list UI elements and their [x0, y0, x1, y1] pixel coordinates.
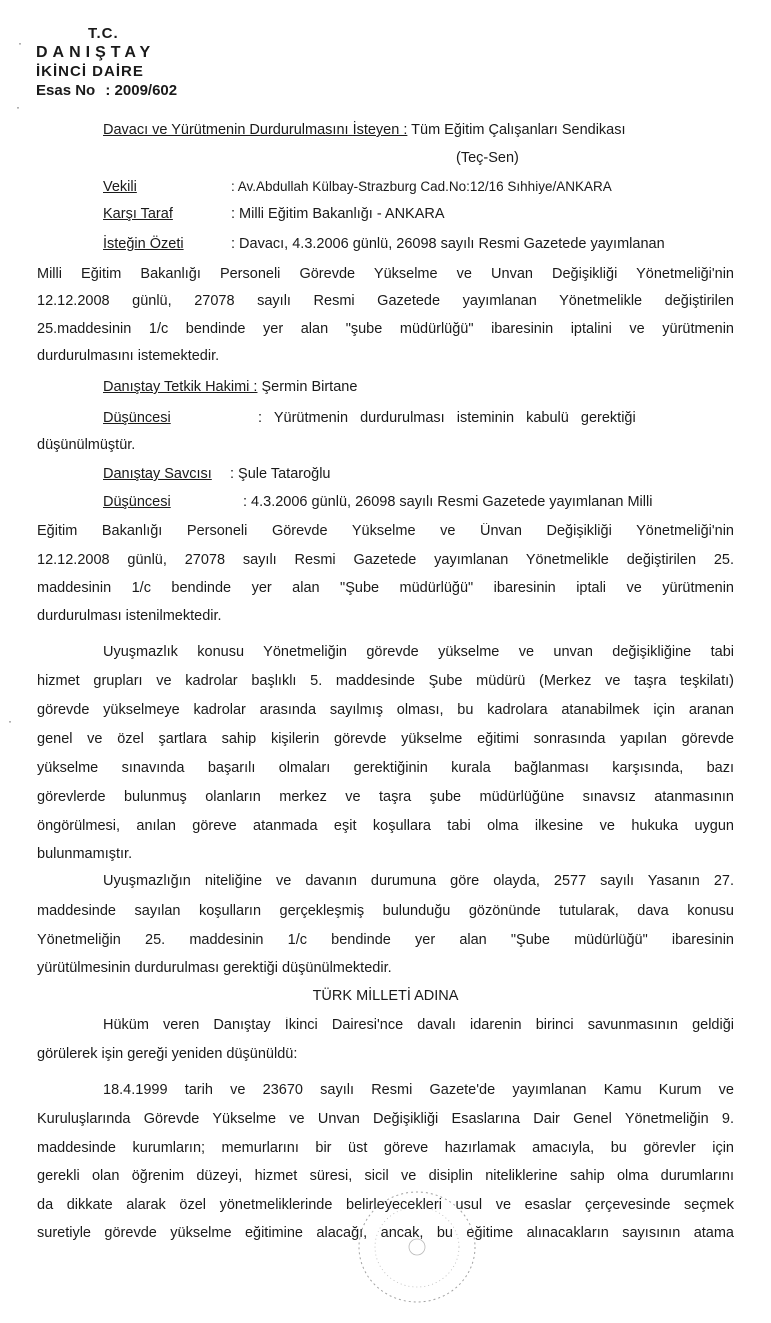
- header-department: İKİNCİ DAİRE: [36, 63, 144, 80]
- scan-mark: ·: [8, 714, 12, 728]
- savci-row: [103, 466, 331, 482]
- section-heading: TÜRK MİLLETİ ADINA: [312, 988, 459, 1004]
- official-stamp: [352, 1185, 482, 1310]
- esas-label: Esas No: [36, 82, 96, 99]
- header-court: DANIŞTAY: [36, 44, 156, 61]
- savci-dusuncesi-label: Düşüncesi: [103, 494, 171, 510]
- header-esas: [36, 81, 177, 100]
- istegin-ozeti-value: : Davacı, 4.3.2006 günlü, 26098 sayılı Resmi Gazetede yayımlanan: [231, 236, 665, 252]
- istegin-line: 25.maddesinin 1/c bendinde yer alan "şube müdürlüğü" ibaresinin iptalini ve yürütmenin: [37, 321, 734, 337]
- savci-line: maddesinin 1/c bendinde yer alan "Şube müdürlüğü" ibaresinin iptali ve yürütmenin: [37, 580, 734, 596]
- davaci-row: [103, 122, 626, 138]
- para1-line: öngörülmesi, anılan göreve atanmada eşit koşullara tabi olma ilkesine ve hukuka uygun: [37, 818, 734, 834]
- savci-line: Eğitim Bakanlığı Personeli Görevde Yükselme ve Ünvan Değişikliği Yönetmeliği'nin: [37, 523, 734, 539]
- para4-line: da dikkate alarak özel yönetmeliklerinde belirleyecekleri usul ve esaslar çerçevesinde seçmek: [37, 1197, 734, 1213]
- para1-line: bulunmamıştır.: [37, 846, 133, 862]
- tetkik-dusuncesi-value: : Yürütmenin durdurulması isteminin kabulü gerektiği: [258, 410, 636, 426]
- istegin-ozeti-row: [103, 236, 665, 252]
- para1-line: Uyuşmazlık konusu Yönetmeliğin görevde yükselme ve unvan değişikliğine tabi: [103, 644, 734, 660]
- savci-value: : Şule Tataroğlu: [230, 466, 331, 482]
- tetkik-hakimi-value: Şermin Birtane: [261, 379, 358, 395]
- para3-line: Hüküm veren Danıştay İkinci Dairesi'nce davalı idarenin birinci savunmasının geldiği: [103, 1017, 734, 1033]
- para4-line: Kuruluşlarında Görevde Yükselme ve Unvan Değişikliği Esaslarına Dair Genel Yönetmeliğin 9.: [37, 1111, 734, 1127]
- savci-label: Danıştay Savcısı: [103, 466, 212, 482]
- savci-line: durdurulması istenilmektedir.: [37, 608, 222, 624]
- para4-line: 18.4.1999 tarih ve 23670 sayılı Resmi Gazete'de yayımlanan Kamu Kurum ve: [103, 1082, 734, 1098]
- vekili-label: Vekili: [103, 179, 137, 195]
- karsi-taraf-row: [103, 206, 445, 222]
- para1-line: yükselme sınavında başarılı olmaları gerektiğinin kurala bağlanması karşısında, bazı: [37, 760, 734, 776]
- para2-line: yürütülmesinin durdurulması gerektiği düşünülmektedir.: [37, 960, 392, 976]
- scan-mark: ·: [18, 36, 22, 50]
- karsi-taraf-label: Karşı Taraf: [103, 206, 173, 222]
- savci-line: 12.12.2008 günlü, 27078 sayılı Resmi Gazetede yayımlanan Yönetmelikle değiştirilen 25.: [37, 552, 734, 568]
- tetkik-dusuncesi-row: [103, 410, 734, 426]
- para3-line: görülerek işin gereği yeniden düşünüldü:: [37, 1046, 298, 1062]
- para1-line: görevlerde bulunmuş olanların merkez ve taşra şube müdürlüğüne sınavsız atanmasının: [37, 789, 734, 805]
- esas-value: : 2009/602: [105, 82, 178, 99]
- para1-line: görevde yükselmeye kadrolar arasında sayılmış olması, bu kadrolara atanabilmek için aranan: [37, 702, 734, 718]
- para2-line: Uyuşmazlığın niteliğine ve davanın durumuna göre olayda, 2577 sayılı Yasanın 27.: [103, 873, 734, 889]
- tetkik-hakimi-label: Danıştay Tetkik Hakimi :: [103, 379, 258, 395]
- istegin-line: 12.12.2008 günlü, 27078 sayılı Resmi Gazetede yayımlanan Yönetmelikle değiştirilen: [37, 293, 734, 309]
- istegin-line: durdurulmasını istemektedir.: [37, 348, 220, 364]
- tetkik-dusuncesi-line2: düşünülmüştür.: [37, 437, 136, 453]
- para2-line: Yönetmeliğin 25. maddesinin 1/c bendinde yer alan "Şube müdürlüğü" ibaresinin: [37, 932, 734, 948]
- document-header: [36, 24, 177, 100]
- vekili-value: : Av.Abdullah Külbay-Strazburg Cad.No:12/16 Sıhhiye/ANKARA: [231, 179, 612, 194]
- istegin-line: Milli Eğitim Bakanlığı Personeli Görevde Yükselme ve Unvan Değişikliği Yönetmeliği'nin: [37, 266, 734, 282]
- davaci-value-line2: (Teç-Sen): [456, 150, 519, 166]
- para1-line: hizmet grupları ve kadrolar başlıklı 5. maddesinde Şube müdürü (Merkez ve taşra teşkilatı): [37, 673, 734, 689]
- savci-dusuncesi-row: [103, 494, 652, 510]
- header-tc: T.C.: [88, 25, 119, 42]
- para1-line: genel ve özel şartlara sahip kişilerin görevde yükselme eğitimi sonrasında yapılan görevde: [37, 731, 734, 747]
- para4-line: suretiyle görevde yükselme eğitimine alacağı, ancak, bu eğitime alınacakların sayısının atama: [37, 1225, 734, 1241]
- savci-dusuncesi-value: : 4.3.2006 günlü, 26098 sayılı Resmi Gazetede yayımlanan Milli: [243, 494, 653, 510]
- para4-line: maddesinde kurumların; memurlarını bir üst göreve hazırlamak amacıyla, bu görevler için: [37, 1140, 734, 1156]
- scan-mark: ·: [16, 100, 20, 114]
- karsi-taraf-value: : Milli Eğitim Bakanlığı - ANKARA: [231, 206, 445, 222]
- para2-line: maddesinde sayılan koşulların gerçekleşmiş bulunduğu gözönünde tutularak, dava konusu: [37, 903, 734, 919]
- davaci-label: Davacı ve Yürütmenin Durdurulmasını İsteyen :: [103, 122, 408, 138]
- istegin-ozeti-label: İsteğin Özeti: [103, 236, 184, 252]
- tetkik-hakimi-row: [103, 379, 357, 395]
- para4-line: gerekli olan öğrenim düzeyi, hizmet süresi, sicil ve disiplin niteliklerine sahip olma durumlarını: [37, 1168, 734, 1184]
- davaci-value: Tüm Eğitim Çalışanları Sendikası: [411, 122, 626, 138]
- tetkik-dusuncesi-label: Düşüncesi: [103, 410, 171, 426]
- vekili-row: [103, 179, 612, 195]
